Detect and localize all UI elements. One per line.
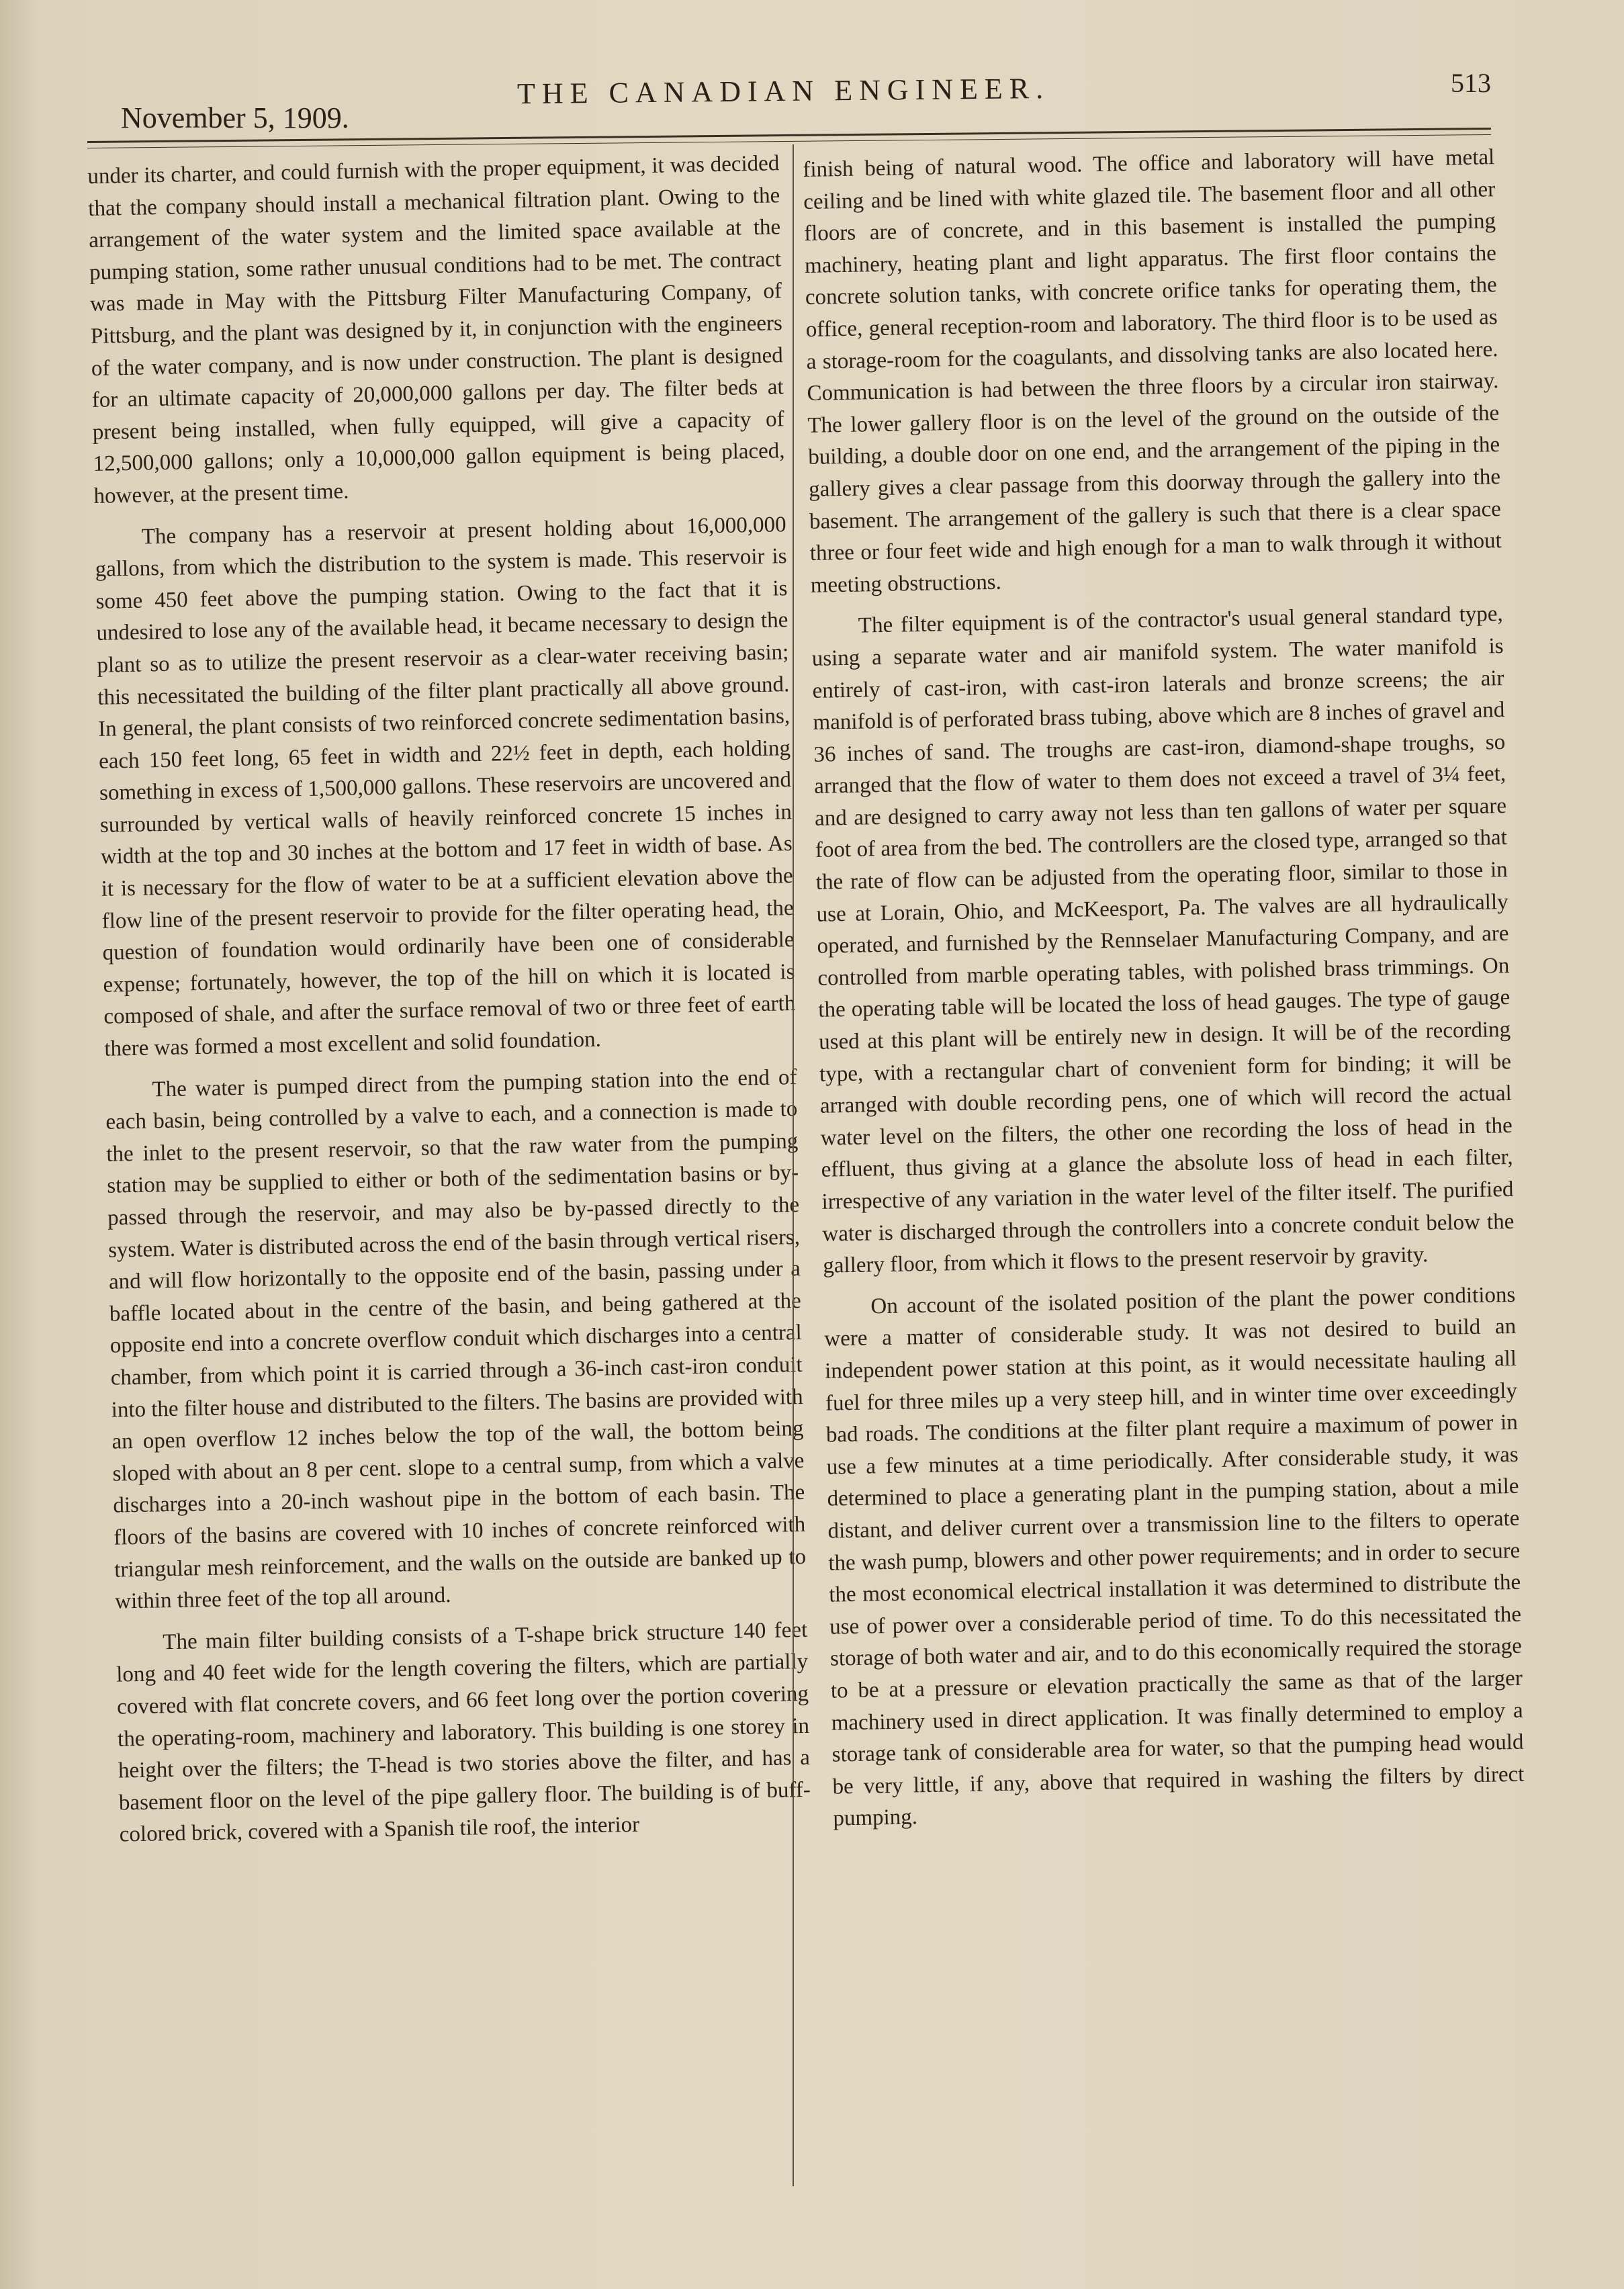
- journal-title: THE CANADIAN ENGINEER.: [516, 71, 1050, 111]
- paragraph: On account of the isolated position of the plant the power conditions were a matter of considerable study. It was not desired to build an independent power station at this point, as it would necessitate hauling all fuel for three miles up a very steep hill, and in winter time over exceedingly bad roads. The conditions at the filter plant require a maximum of power in use a few minutes at a time periodically. After considerable study, it was determined to place a generating plant in the pumping station, about a mile distant, and deliver current over a transmission line to the filters to operate the wash pump, blowers and other power requirements; and in order to secure the most economical electrical installation it was determined to distribute the use of power over a considerable period of time. To do this necessitated the storage of both water and air, and to do this economically required the storage to be at a pressure or elevation practically the same as that of the larger machinery used in direct application. It was finally determined to employ a storage tank of considerable area for water, so that the pumping head would be very little, if any, above that required in washing the filters by direct pumping.: [824, 1282, 1525, 1831]
- page-number: 513: [1451, 68, 1491, 98]
- paragraph: The filter equipment is of the contractor's usual general standard type, using a separate water and air manifold system. The water manifold is entirely of cast-iron, with cast-iron laterals and bronze screens; the air manifold is of perforated brass tubing, above which are 8 inches of gravel and 36 inches of sand. The troughs are cast-iron, diamond-shape troughs, so arranged that the flow of water to them does not exceed a travel of 3¼ feet, and are designed to carry away not less than ten gallons of water per square foot of area from the bed. The controllers are the closed type, arranged so that the rate of flow can be adjusted from the operating floor, similar to those in use at Lorain, Ohio, and McKeesport, Pa. The valves are all hydraulically operated, and furnished by the Rennselaer Manufacturing Company, and are controlled from marble operating tables, with polished brass trimmings. On the operating table will be located the loss of head gauges. The type of gauge used at this plant will be entirely new in design. It will be of the recording type, with a rectangular chart of convenient form for binding; it will be arranged with double recording pens, one of which will record the actual water level on the filters, the other one recording the loss of head in the effluent, thus giving at a glance the absolute loss of head in each filter, irrespective of any variation in the water level of the filter itself. The purified water is discharged through the controllers into a concrete conduit below the gallery floor, from which it flows to the present reservoir by gravity.: [811, 602, 1515, 1278]
- paragraph: The water is pumped direct from the pumping station into the end of each basin, being controlled by a valve to each, and a connection is made to the inlet to the present reservoir, so that the raw water from the pumping station may be supplied to either or both of the sedimentation basins or by-passed through the reservoir, and may also be by-passed directly to the system. Water is distributed across the end of the basin through vertical risers, and will flow horizontally to the opposite end of the basin, passing under a baffle located about in the centre of the basin, and being gathered at the opposite end into a concrete overflow conduit which discharges into a central chamber, from which point it is carried through a 36-inch cast-iron conduit into the filter house and distributed to the filters. The basins are provided with an open overflow 12 inches below the top of the wall, the bottom being sloped with about an 8 per cent. slope to a central sump, from which a valve discharges into a 20-inch washout pipe in the bottom of each basin. The floors of the basins are covered with 10 inches of concrete reinforced with triangular mesh reinforcement, and the walls on the outside are banked up to within three feet of the top all around.: [105, 1065, 807, 1614]
- paragraph: under its charter, and could furnish with the proper equipment, it was decided that the company should install a mechanical filtration plant. Owing to the arrangement of the water system and the limited space available at the pumping station, some rather unusual conditions had to be met. The contract was made in May with the Pittsburg Filter Manufacturing Company, of Pittsburg, and the plant was designed by it, in conjunction with the engineers of the water company, and is now under construction. The plant is designed for an ultimate capacity of 20,000,000 gallons per day. The filter beds at present being installed, when fully equipped, will give a capacity of 12,500,000 gallons; only a 10,000,000 gallon equipment is being placed, however, at the present time.: [87, 151, 785, 508]
- right-column: [803, 142, 1525, 1844]
- paragraph: The company has a reservoir at present holding about 16,000,000 gallons, from which the distribution to the system is made. This reservoir is some 450 feet above the pumping station. Owing to the fact that it is undesired to lose any of the available head, it became necessary to design the plant so as to utilize the present reservoir as a clear-water receiving basin; this necessitated the building of the filter plant practically all above ground. In general, the plant consists of two reinforced concrete sedimentation basins, each 150 feet long, 65 feet in width and 22½ feet in depth, each holding something in excess of 1,500,000 gallons. These reservoirs are uncovered and surrounded by vertical walls of heavily reinforced concrete 15 inches in width at the top and 30 inches at the bottom and 17 feet in width of base. As it is necessary for the flow of water to be at a sufficient elevation above the flow line of the present reservoir to provide for the filter operating head, the question of foundation would ordinarily have been one of considerable expense; fortunately, however, the top of the hill on which it is located is composed of shale, and after the surface removal of two or three feet of earth there was formed a most excellent and solid foundation.: [95, 512, 796, 1061]
- left-column: [87, 148, 811, 1860]
- column-divider: [793, 144, 794, 2186]
- issue-date: November 5, 1909.: [121, 101, 349, 134]
- paragraph: The main filter building consists of a T-shape brick structure 140 feet long and 40 feet wide for the length covering the filters, which are partially covered with flat concrete covers, and 66 feet long over the portion covering the operating-room, machinery and laboratory. This building is one storey in height over the filters; the T-head is two stories above the filter, and has a basement floor on the level of the pipe gallery floor. The building is of buff-colored brick, covered with a Spanish tile roof, the interior: [116, 1617, 811, 1847]
- paragraph: finish being of natural wood. The office and laboratory will have metal ceiling and be lined with white glazed tile. The basement floor and all other floors are of concrete, and in this basement is installed the pumping machinery, heating plant and light apparatus. The first floor contains the concrete solution tanks, with concrete orifice tanks for operating them, the office, general reception-room and laboratory. The third floor is to be used as a storage-room for the coagulants, and dissolving tanks are also located here. Communication is had between the three floors by a circular iron stairway. The lower gallery floor is on the level of the ground on the outside of the building, a double door on one end, and the arrangement of the piping in the gallery gives a clear passage from this doorway through the gallery into the basement. The arrangement of the gallery is such that there is a clear space three or four feet wide and high enough for a man to walk through it without meeting obstructions.: [803, 145, 1502, 598]
